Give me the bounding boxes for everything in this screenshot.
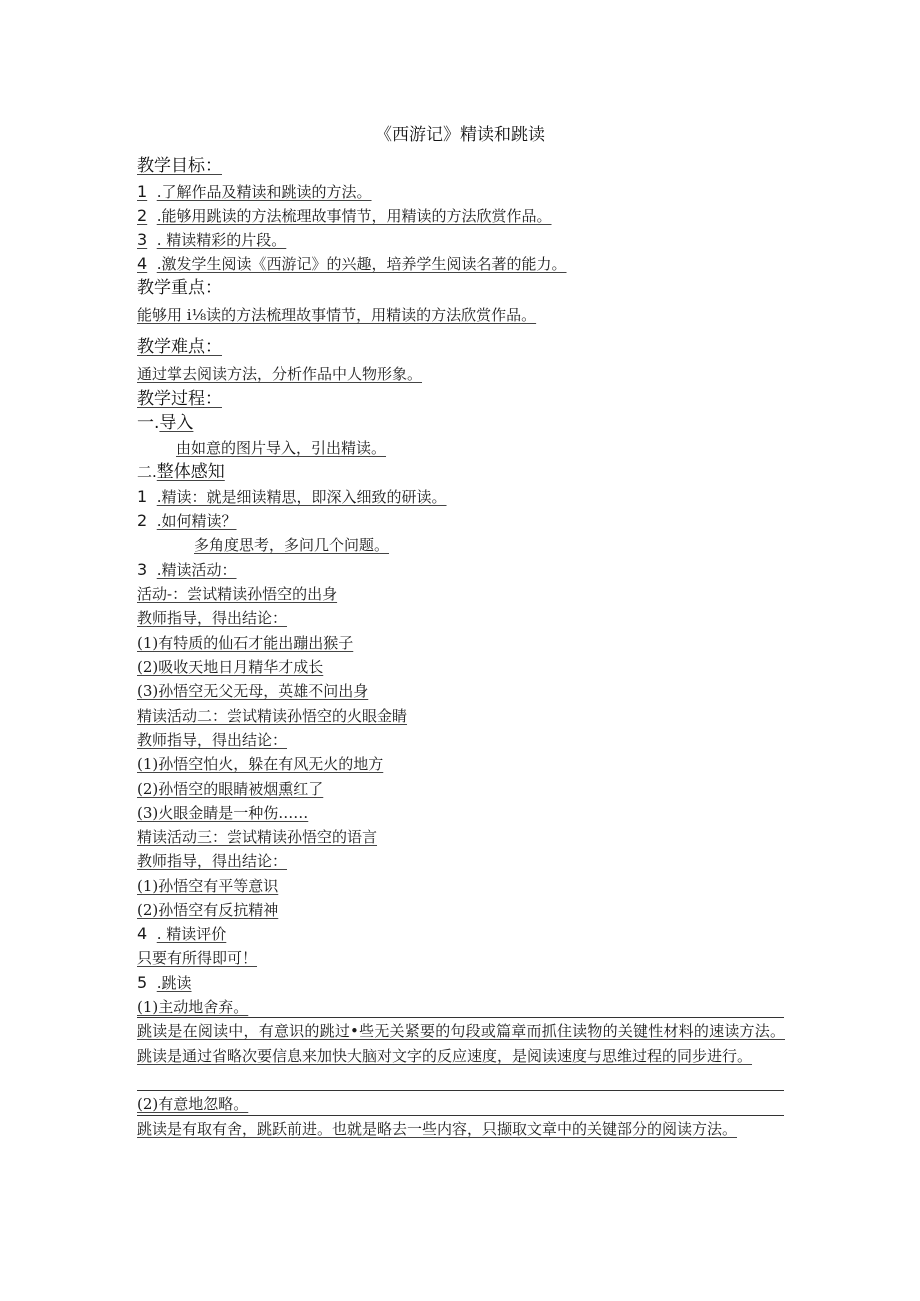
divider-rule [137,1017,784,1018]
activity-line: 教师指导，得出结论： [137,852,288,870]
step-text: .精读活动： [156,561,237,579]
part2-heading [137,462,225,482]
skip-paragraph-2: 跳读是有取有舍，跳跃前进。也就是略去一些内容，只撷取文章中的关键部分的阅读方法。 [137,1120,738,1138]
process-heading: 教学过程： [137,389,222,409]
step-2 [137,511,237,531]
activity-line: (1)孙悟空有平等意识 [137,877,279,895]
objective-number: 1 [137,182,148,201]
part1-label: 导入 [159,413,194,433]
objective-number: 3 [137,230,148,249]
activity-line: 教师指导，得出结论： [137,731,288,749]
part2-label: 整体感知 [156,462,225,482]
step-4 [137,924,226,944]
activity-line: (2)孙悟空的眼睛被烟熏红了 [137,780,324,798]
objective-number: 4 [137,254,148,273]
part2-prefix: 二. [137,463,157,481]
step-number: 4 [137,924,148,943]
objective-text: . 精读精彩的片段。 [156,231,287,249]
objective-text: .激发学生阅读《西游记》的兴趣，培养学生阅读名著的能力。 [156,255,567,273]
step-number: 3 [137,560,148,579]
divider-rule [137,1090,784,1091]
step-text: .如何精读？ [156,512,237,530]
key-points-text: 能够用 i⅛读的方法梳理故事情节，用精读的方法欣赏作品。 [137,306,537,324]
activity-line: 精读活动二：尝试精读孙悟空的火眼金睛 [137,707,408,725]
objective-text: .了解作品及精读和跳读的方法。 [156,183,372,201]
difficulties-heading: 教学难点： [137,337,222,357]
activity-line: 活动-：尝试精读孙悟空的出身 [137,585,338,603]
objective-number: 2 [137,206,148,225]
part1-heading [137,413,193,433]
step-text: .跳读 [156,974,192,992]
divider-rule [137,1115,784,1116]
objectives-heading: 教学目标： [137,156,222,176]
step-3 [137,560,237,580]
activity-line: 精读活动三：尝试精读孙悟空的语言 [137,828,378,846]
objective-text: .能够用跳读的方法梳理故事情节，用精读的方法欣赏作品。 [156,207,552,225]
objective-item-3 [137,230,286,250]
activity-line: (3)孙悟空无父无母，英雄不问出身 [137,682,369,700]
step-text: . 精读评价 [156,925,227,943]
step-4-note: 只要有所得即可！ [137,949,258,967]
skip-paragraph-1: 跳读是在阅读中，有意识的跳过•些无关紧要的句段或篇章而抓住读物的关键性材料的速读方法。跳读是通过省略次要信息来加快大脑对文字的反应速度，是阅读速度与思维过程的同步进行。 [137,1022,785,1065]
step-number: 5 [137,973,148,992]
skip-label-2: (2)有意地忽略。 [137,1095,249,1113]
step-5 [137,973,192,993]
activity-line: (1)孙悟空怕火，躲在有风无火的地方 [137,755,384,773]
key-points-heading: 教学重点： [137,278,222,298]
skip-label-1: (1)主动地舍弃。 [137,998,249,1016]
objective-item-4 [137,254,567,274]
activity-line: (3)火眼金睛是一种伤…… [137,804,309,822]
objective-item-1 [137,182,372,202]
step-number: 2 [137,511,148,530]
activity-line: (1)有特质的仙石才能出蹦出猴子 [137,634,354,652]
step-number: 1 [137,487,148,506]
objective-item-2 [137,206,552,226]
activity-line: (2)孙悟空有反抗精神 [137,901,279,919]
document-title: 《西游记》精读和跳读 [375,125,545,145]
step-1 [137,487,447,507]
step-text: .精读：就是细读精思，即深入细致的研读。 [156,488,447,506]
part1-text: 由如意的图片导入，引出精读。 [176,439,387,457]
difficulties-text: 通过掌去阅读方法，分析作品中人物形象。 [137,365,423,383]
step-2-detail: 多角度思考，多问几个问题。 [194,536,390,554]
part1-prefix: 一. [137,413,160,433]
activity-line: 教师指导，得出结论： [137,609,288,627]
activity-line: (2)吸收天地日月精华才成长 [137,658,324,676]
